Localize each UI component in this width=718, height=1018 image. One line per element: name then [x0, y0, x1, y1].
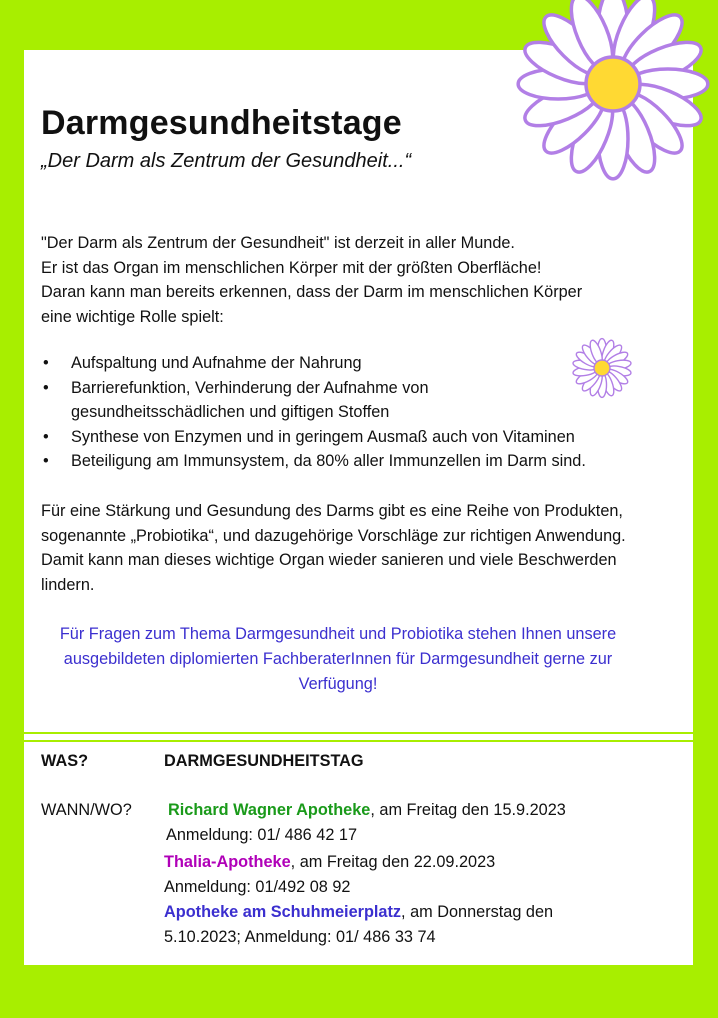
intro-line: Daran kann man bereits erkennen, dass der Darm im menschlichen Körper — [41, 283, 583, 301]
flower-center — [586, 57, 640, 111]
location-registration: Anmeldung: 01/ 486 42 17 — [166, 826, 358, 844]
page-title: Darmgesundheitstage — [41, 104, 402, 142]
was-label: WAS? — [41, 752, 89, 770]
page-subtitle: „Der Darm als Zentrum der Gesundheit...“ — [41, 150, 412, 172]
location-name: Apotheke am Schuhmeierplatz — [164, 903, 402, 921]
section-divider — [24, 740, 693, 742]
probiotics-paragraph: Für eine Stärkung und Gesundung des Darms gibt es eine Reihe von Produkten, sogenannte „Probiotika“, und dazugehörige Vorschläge zur richtigen Anwendung. Damit kann man dieses wichtige Organ wieder sanieren und viele Beschwerden lindern. — [41, 502, 626, 594]
location-date: , am Freitag den 22.09.2023 — [290, 853, 496, 871]
location-date: , am Donnerstag den — [401, 903, 554, 921]
intro-line: "Der Darm als Zentrum der Gesundheit" ist derzeit in aller Munde. — [41, 234, 515, 252]
list-item: • Aufspaltung und Aufnahme der Nahrung — [41, 351, 681, 376]
location-name: Richard Wagner Apotheke — [168, 801, 371, 819]
section-divider — [24, 732, 693, 734]
was-value: DARMGESUNDHEITSTAG — [164, 752, 364, 770]
location-registration: Anmeldung: 01/492 08 92 — [164, 878, 351, 896]
intro-line: eine wichtige Rolle spielt: — [41, 307, 224, 326]
daisy-flower-icon — [568, 334, 636, 402]
flower-center — [594, 360, 610, 376]
intro-line: Er ist das Organ im menschlichen Körper mit der größten Oberfläche! — [41, 258, 542, 277]
list-item: • Beteiligung am Immunsystem, da 80% aller Immunzellen im Darm sind. — [41, 449, 681, 474]
location-entry — [164, 903, 553, 922]
wann-label: WANN/WO? — [41, 801, 132, 819]
location-entry — [168, 801, 566, 820]
location-date: , am Freitag den 15.9.2023 — [370, 801, 566, 819]
list-item: • Barrierefunktion, Verhinderung der Aufnahme von gesundheitsschädlichen und giftigen Stoffen — [41, 376, 511, 425]
daisy-flower-icon — [503, 0, 718, 192]
intro-paragraph — [41, 231, 671, 329]
location-name: Thalia-Apotheke — [164, 853, 291, 871]
location-registration: 5.10.2023; Anmeldung: 01/ 486 33 74 — [164, 928, 436, 946]
list-item: • Synthese von Enzymen und in geringem Ausmaß auch von Vitaminen — [41, 425, 681, 450]
location-entry — [164, 853, 495, 872]
contact-note: Für Fragen zum Thema Darmgesundheit und Probiotika stehen Ihnen unsere ausgebildeten diplomierten FachberaterInnen für Darmgesundheit gerne zur Verfügung! — [59, 625, 617, 693]
